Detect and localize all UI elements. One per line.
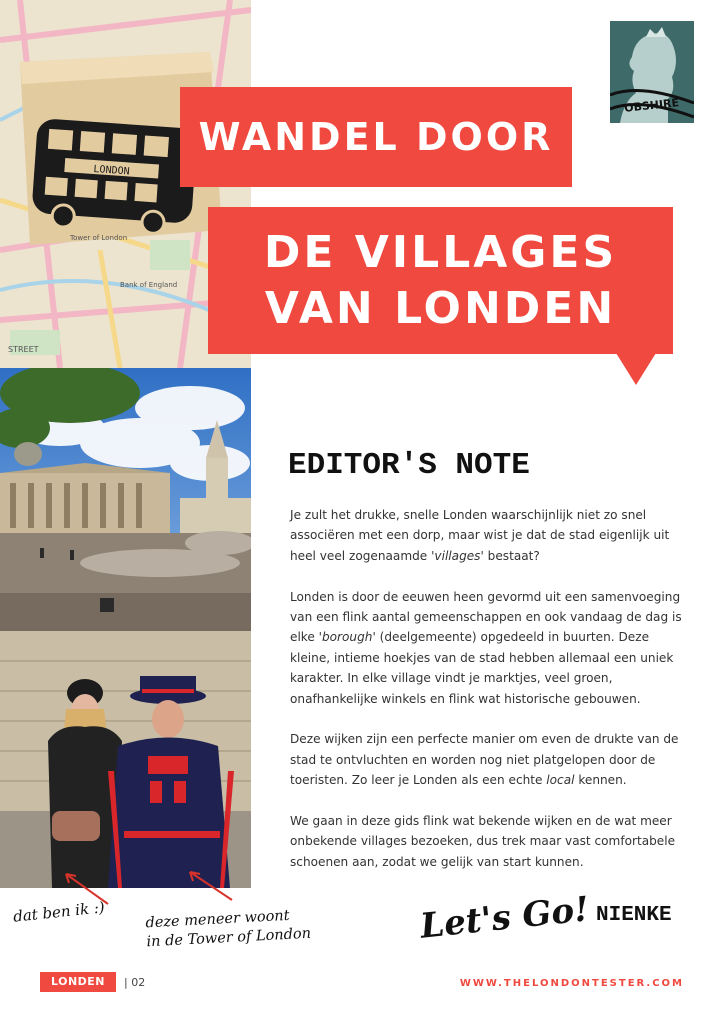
caption-me: dat ben ik :)	[12, 898, 106, 926]
page-number: | 02	[124, 976, 146, 989]
arrow-man-icon	[190, 872, 232, 900]
lets-go-signoff: Let's Go!	[418, 889, 591, 947]
title-box-bottom	[208, 207, 673, 354]
trafalgar-square-photo	[0, 368, 251, 631]
postmark-text: OBSHIRE	[623, 96, 680, 115]
note-paragraph-1: Je zult het drukke, snelle Londen waarschijnlijk niet zo snel associëren met een dorp, maar wist je dat de stad eigenlijk uit heel veel zogenaamde 'villages' bestaat?	[290, 508, 670, 563]
caption-beefeater	[145, 906, 311, 953]
title-line-2b: VAN LONDEN	[264, 283, 617, 334]
caption-beefeater-line-2: in de Tower of London	[146, 925, 312, 951]
map-label-street: STREET	[8, 345, 39, 354]
map-label-tower: Tower of London	[70, 234, 128, 242]
queen-profile-icon	[610, 21, 694, 123]
editors-note-body	[290, 505, 690, 893]
title-line-1: WANDEL DOOR	[198, 115, 554, 159]
note-paragraph-3: Deze wijken zijn een perfecte manier om even de drukte van de stad te ontvluchten en worden nog niet platgelopen door de toeristen. Zo leer je Londen als een echte local kennen.	[290, 732, 679, 788]
map-label-bank: Bank of England	[120, 281, 178, 289]
website-link[interactable]: WWW.THELONDONTESTER.COM	[459, 978, 684, 989]
caption-beefeater-line-1: deze meneer woont	[145, 907, 290, 932]
title-line-2a: DE VILLAGES	[263, 227, 618, 278]
author-name: NIENKE	[596, 904, 672, 927]
beefeater-photo	[0, 631, 251, 888]
postage-stamp	[606, 17, 698, 127]
trafalgar-square-illustration	[0, 368, 251, 631]
speech-bubble-tail	[616, 353, 656, 385]
beefeater-illustration	[0, 631, 251, 888]
note-paragraph-4: We gaan in deze gids flink wat bekende wijken en de wat meer onbekende villages bezoeken, dus trek maar vast comfortabele schoenen aan, zodat we gelijk van start kunnen.	[290, 814, 676, 869]
footer-section-tag: LONDEN	[40, 972, 116, 992]
editors-note-heading: EDITOR'S NOTE	[288, 448, 530, 483]
bus-stamp-text: LONDON	[93, 164, 130, 178]
title-box-top	[180, 87, 572, 187]
note-paragraph-2: Londen is door de eeuwen heen gevormd uit een samenvoeging van een flink aantal gemeenschappen en ook vandaag de dag is elke 'borough' (deelgemeente) opgedeeld in buurten. Deze kleine, intieme hoekjes van de stad hebben allemaal een uniek karakter. In elke village vindt je marktjes, veel groen, onafhankelijke winkels en flink wat historische gebouwen.	[290, 589, 682, 706]
